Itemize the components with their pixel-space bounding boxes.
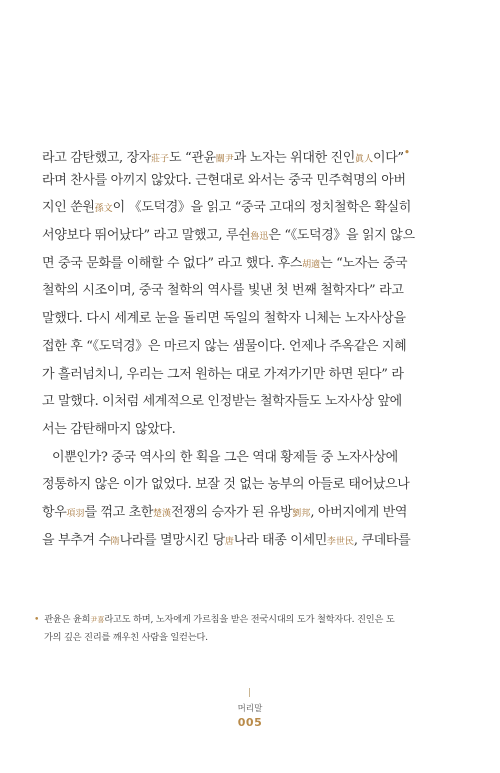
text-line: 정통하지 않은 이가 없었다. 보잘 것 없는 농부의 아들로 태어났으나 <box>42 477 410 493</box>
text-line: 라고 감탄했고, 장자莊子도 “관윤關尹과 노자는 위대한 진인眞人이다”• <box>42 146 410 166</box>
footnote-marker[interactable]: • <box>403 146 410 159</box>
text-line: 서는 감탄해마지 않았다. <box>42 421 176 437</box>
hanja-gloss: 尹喜 <box>90 616 105 624</box>
text-line: 접한 후 “《도덕경》은 마르지 않는 샘물이다. 언제나 주옥같은 지혜 <box>42 338 407 354</box>
hanja-gloss: 胡適 <box>302 259 321 270</box>
text-line: 이뿐인가? 중국 역사의 한 획을 그은 역대 황제들 중 노자사상에 <box>52 449 398 465</box>
footnote-line: 가의 깊은 진리를 깨우친 사람을 일컫는다. <box>44 632 208 643</box>
body-text <box>42 139 458 554</box>
hanja-gloss: 劉邦 <box>292 508 311 519</box>
text-line: 라며 찬사를 아끼지 않았다. 근현대로 와서는 중국 민주혁명의 아버 <box>42 172 406 188</box>
hanja-gloss: 魯迅 <box>250 232 269 243</box>
hanja-gloss: 楚漢 <box>153 508 172 519</box>
hanja-gloss: 隋 <box>110 536 120 547</box>
text-line: 면 중국 문화를 이해할 수 없다” 라고 했다. 후스胡適는 “노자는 중국 <box>42 255 408 271</box>
hanja-gloss: 李世民 <box>326 536 354 547</box>
text-line: 철학의 시조이며, 중국 철학의 역사를 빛낸 첫 번째 철학자다” 라고 <box>42 283 404 299</box>
text-line: 항우項羽를 꺾고 초한楚漢전쟁의 승자가 된 유방劉邦, 아버지에게 반역 <box>42 504 408 520</box>
text-line: 가 흘러넘치니, 우리는 그저 원하는 대로 가져가기만 하면 된다” 라 <box>42 366 404 382</box>
text-line: 고 말했다. 이처럼 세계적으로 인정받는 철학자들도 노자사상 앞에 <box>42 394 402 410</box>
footer-divider <box>249 688 250 697</box>
text-line: 지인 쑨원孫文이 《도덕경》을 읽고 “중국 고대의 정치철학은 확실히 <box>42 200 412 216</box>
running-footer-section: 머리말 <box>237 704 263 714</box>
hanja-gloss: 項羽 <box>66 508 85 519</box>
text-line: 서양보다 뛰어났다” 라고 말했고, 루쉰魯迅은 “《도덕경》을 읽지 않으 <box>42 228 415 244</box>
footnote-bullet: • <box>34 614 40 625</box>
hanja-gloss: 孫文 <box>94 204 113 215</box>
hanja-gloss: 關尹 <box>215 154 234 165</box>
hanja-gloss: 莊子 <box>151 154 170 165</box>
text-line: 을 부추겨 수隋나라를 멸망시킨 당唐나라 태종 이세민李世民, 쿠데타를 <box>42 532 411 548</box>
hanja-gloss: 眞人 <box>354 154 373 165</box>
footnote-line: • 관윤은 윤희尹喜라고도 하며, 노자에게 가르침을 받은 전국시대의 도가 철학자다. 진인은 도 <box>34 614 395 625</box>
hanja-gloss: 唐 <box>224 536 234 547</box>
text-line: 말했다. 다시 세계로 눈을 돌리면 독일의 철학자 니체는 노자사상을 <box>42 311 406 327</box>
page-number: 005 <box>237 716 263 729</box>
footnote <box>34 611 464 646</box>
